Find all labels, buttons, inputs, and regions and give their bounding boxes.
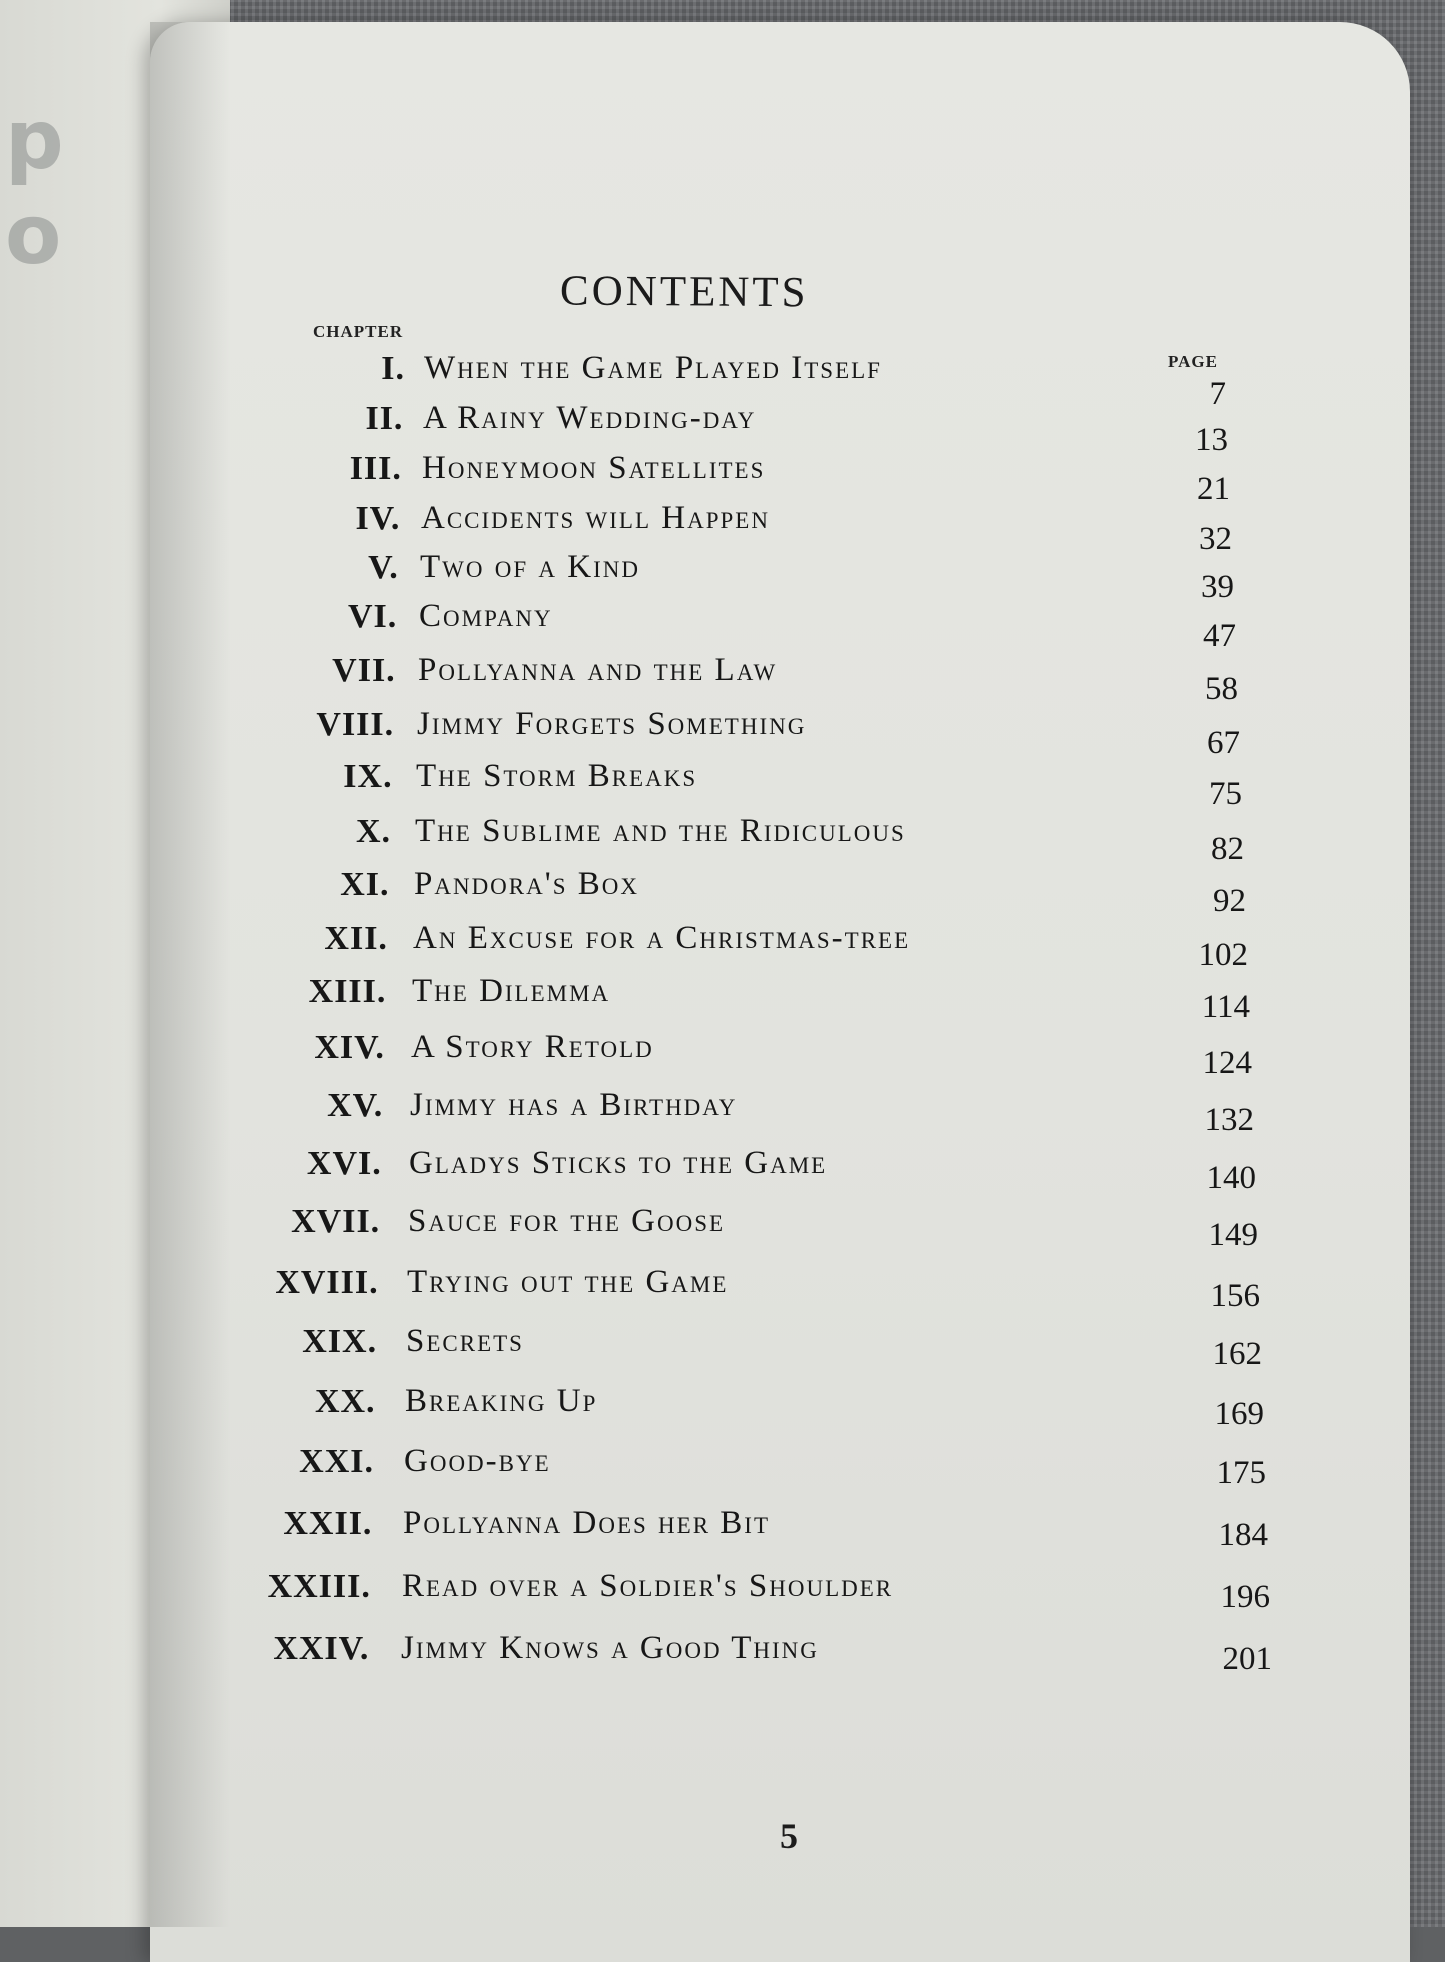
toc-row: [0, 1029, 1445, 1079]
chapter-numeral: XV.: [327, 1087, 384, 1124]
chapter-title: When the Game Played Itself: [424, 350, 882, 386]
chapter-numeral: XX.: [314, 1383, 376, 1420]
chapter-numeral: I.: [381, 350, 405, 387]
chapter-page-number: 39: [1201, 569, 1234, 605]
chapter-numeral: XIX.: [302, 1323, 378, 1360]
toc-row: [0, 1383, 1445, 1433]
chapter-title: Honeymoon Satellites: [422, 450, 766, 486]
chapter-page-number: 75: [1209, 776, 1242, 812]
chapter-title: The Dilemma: [412, 973, 611, 1009]
page-column-heading: PAGE: [1168, 352, 1218, 371]
chapter-page-number: 13: [1195, 421, 1228, 458]
toc-row: [0, 1203, 1445, 1253]
toc-row: [0, 500, 1445, 557]
chapter-page-number: 149: [1208, 1217, 1258, 1253]
chapter-page-number: 82: [1211, 830, 1244, 867]
chapter-numeral: X.: [355, 813, 392, 850]
chapter-page-number: 114: [1201, 989, 1250, 1025]
toc-row: [0, 652, 1445, 707]
chapter-page-number: 102: [1198, 936, 1248, 973]
chapter-title: Pandora's Box: [414, 866, 639, 902]
chapter-page-number: 21: [1197, 471, 1230, 507]
chapter-title: Secrets: [406, 1323, 524, 1359]
toc-row: [0, 549, 1445, 605]
chapter-page-number: 169: [1214, 1395, 1264, 1432]
toc-row: [0, 350, 1445, 412]
chapter-title: Accidents will Happen: [421, 500, 770, 536]
chapter-title: An Excuse for a Christmas-tree: [413, 920, 911, 956]
chapter-numeral: IX.: [343, 758, 393, 795]
chapter-column-heading: CHAPTER: [313, 322, 404, 341]
chapter-title: Good-bye: [404, 1443, 551, 1479]
chapter-numeral: XVII.: [291, 1203, 381, 1240]
toc-row: [0, 1630, 1445, 1680]
toc-row: [0, 1145, 1445, 1195]
chapter-title: Jimmy has a Birthday: [410, 1087, 738, 1123]
toc-row: [0, 400, 1445, 458]
chapter-title: The Storm Breaks: [416, 758, 698, 794]
chapter-title: The Sublime and the Ridiculous: [415, 813, 906, 849]
chapter-title: Jimmy Forgets Something: [417, 706, 807, 742]
toc-row: [0, 1323, 1445, 1373]
toc-row: [0, 813, 1445, 867]
chapter-numeral: XXIV.: [273, 1630, 370, 1667]
chapter-page-number: 196: [1220, 1579, 1270, 1615]
chapter-numeral: XVIII.: [275, 1264, 379, 1301]
chapter-page-number: 162: [1212, 1336, 1262, 1372]
chapter-numeral: VII.: [332, 652, 396, 689]
chapter-page-number: 67: [1207, 724, 1240, 761]
toc-row: [0, 1443, 1445, 1493]
chapter-page-number: 132: [1204, 1102, 1254, 1138]
chapter-numeral: III.: [349, 450, 402, 487]
toc-row: [0, 598, 1445, 654]
toc-row: [0, 1505, 1445, 1555]
chapter-title: A Story Retold: [411, 1029, 654, 1065]
chapter-page-number: 32: [1199, 520, 1232, 557]
page-title: CONTENTS: [559, 267, 809, 317]
chapter-page-number: 47: [1203, 617, 1236, 654]
chapter-title: Company: [419, 598, 553, 634]
toc-row: [0, 1568, 1445, 1618]
chapter-numeral: XXI.: [299, 1443, 374, 1480]
chapter-page-number: 58: [1205, 671, 1238, 707]
page-folio: 5: [780, 1816, 798, 1856]
chapter-title: Breaking Up: [405, 1383, 598, 1419]
chapter-numeral: VIII.: [316, 706, 395, 743]
toc-row: [0, 758, 1445, 812]
toc-row: [0, 706, 1445, 761]
chapter-page-number: 201: [1222, 1640, 1272, 1677]
toc-row: [0, 450, 1445, 507]
chapter-numeral: XXII.: [283, 1505, 373, 1542]
chapter-title: Trying out the Game: [407, 1264, 729, 1300]
chapter-title: Two of a Kind: [420, 549, 640, 585]
chapter-numeral: XII.: [324, 920, 388, 957]
toc-row: [0, 1087, 1445, 1137]
chapter-numeral: XXIII.: [267, 1568, 371, 1605]
chapter-page-number: 124: [1202, 1044, 1252, 1081]
toc-row: [0, 1264, 1445, 1314]
chapter-page-number: 7: [1209, 376, 1226, 412]
chapter-title: Read over a Soldier's Shoulder: [402, 1568, 894, 1604]
chapter-title: Pollyanna Does her Bit: [403, 1505, 771, 1541]
chapter-numeral: IV.: [355, 500, 401, 537]
show-through-glyph: p: [5, 93, 64, 188]
chapter-numeral: II.: [365, 400, 404, 437]
chapter-numeral: XIV.: [314, 1029, 385, 1066]
chapter-page-number: 140: [1206, 1159, 1256, 1196]
chapter-page-number: 156: [1210, 1277, 1260, 1314]
chapter-numeral: V.: [368, 549, 399, 586]
chapter-numeral: XI.: [340, 866, 390, 903]
chapter-numeral: XVI.: [306, 1145, 382, 1182]
chapter-title: A Rainy Wedding-day: [423, 400, 757, 436]
show-through-glyph: o: [5, 188, 62, 283]
chapter-title: Pollyanna and the Law: [418, 652, 778, 688]
chapter-page-number: 184: [1218, 1516, 1268, 1553]
chapter-title: Gladys Sticks to the Game: [409, 1145, 828, 1181]
toc-row: [0, 866, 1445, 919]
toc-row: [0, 973, 1445, 1023]
toc-row: [0, 920, 1445, 973]
chapter-page-number: 92: [1213, 883, 1246, 919]
chapter-numeral: VI.: [347, 598, 398, 635]
chapter-numeral: XIII.: [308, 973, 387, 1010]
chapter-title: Jimmy Knows a Good Thing: [401, 1630, 819, 1666]
chapter-title: Sauce for the Goose: [408, 1203, 726, 1239]
chapter-page-number: 175: [1216, 1455, 1266, 1491]
